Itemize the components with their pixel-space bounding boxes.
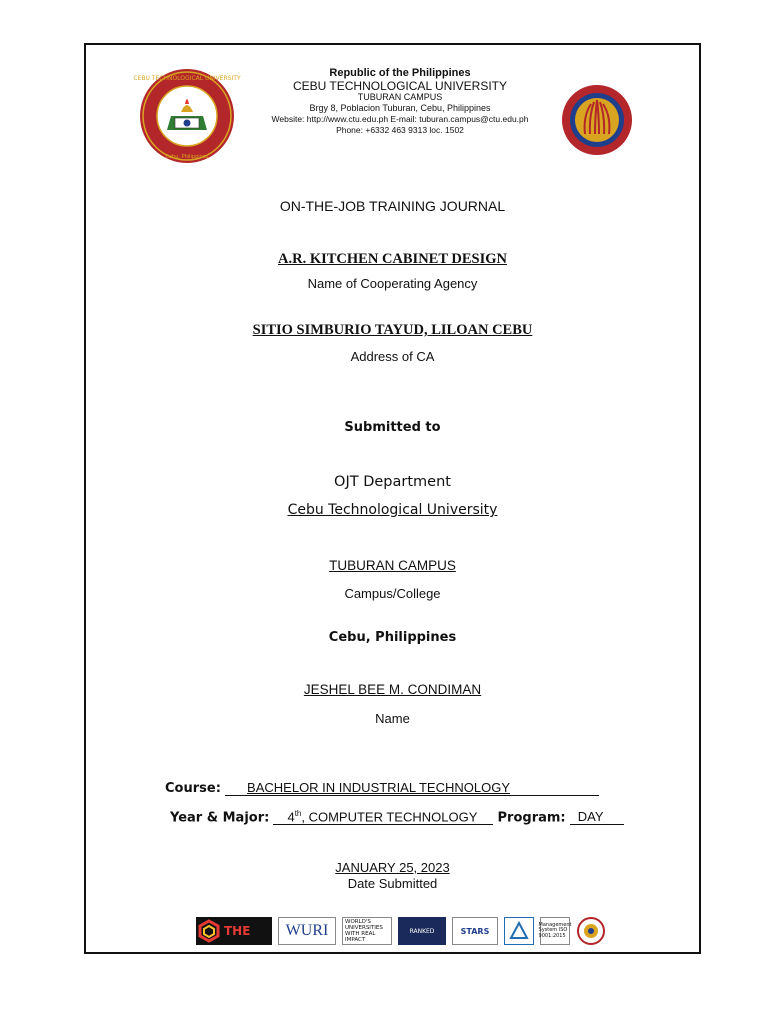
- seal-bottom-text: Cebu, Philippines: [165, 154, 209, 160]
- university-seal-icon: [133, 68, 241, 164]
- header-campus: TUBURAN CAMPUS: [357, 92, 443, 102]
- year-row: [170, 807, 624, 825]
- journal-title: ON-THE-JOB TRAINING JOURNAL: [279, 198, 506, 214]
- tuv-logo: [504, 917, 534, 945]
- triangle-icon: [509, 921, 529, 941]
- agency-name-caption: Name of Cooperating Agency: [307, 276, 478, 291]
- agency-name: A.R. KITCHEN CABINET DESIGN: [278, 251, 507, 267]
- iso-logo: Management System ISO 9001:2015: [540, 917, 570, 945]
- campus-seal-icon: [576, 916, 606, 946]
- asean-logo-icon: [561, 84, 633, 156]
- submitted-university: Cebu Technological University: [287, 502, 498, 518]
- agency-address: SITIO SIMBURIO TAYUD, LILOAN CEBU: [252, 322, 533, 338]
- year-major-label: Year & Major:: [170, 810, 270, 826]
- student-name-caption: Name: [375, 711, 410, 726]
- ranked-logo: RANKED: [398, 917, 446, 945]
- wuri-text: WORLD'S UNIVERSITIES WITH REAL IMPACT: [342, 917, 392, 945]
- hexagon-icon: [198, 920, 220, 942]
- submitted-location: Cebu, Philippines: [328, 630, 457, 645]
- course-row: [165, 781, 599, 796]
- year-value: 4: [287, 809, 295, 825]
- the-ranking-logo: [196, 917, 272, 945]
- major-value: , COMPUTER TECHNOLOGY: [301, 809, 478, 825]
- header-website: Website: http://www.ctu.edu.ph E-mail: tuburan.campus@ctu.edu.ph: [271, 114, 529, 124]
- submitted-to-label: Submitted to: [344, 420, 441, 435]
- header-address: Brgy 8, Poblacion Tuburan, Cebu, Philippines: [309, 103, 491, 113]
- submitted-campus: TUBURAN CAMPUS: [329, 558, 456, 573]
- program-value: DAY: [570, 810, 624, 825]
- header-university: CEBU TECHNOLOGICAL UNIVERSITY: [292, 79, 508, 93]
- student-name: JESHEL BEE M. CONDIMAN: [303, 682, 482, 697]
- course-label: Course:: [165, 781, 221, 796]
- ojt-department: OJT Department: [334, 474, 451, 490]
- header-republic: Republic of the Philippines: [329, 67, 471, 79]
- course-value-text: BACHELOR IN INDUSTRIAL TECHNOLOGY: [247, 780, 510, 795]
- course-value: [225, 781, 599, 796]
- year-major-value: [273, 807, 493, 825]
- program-label: Program:: [497, 810, 566, 826]
- wuri-logo: WURI: [278, 917, 336, 945]
- campus-caption: Campus/College: [344, 586, 441, 601]
- the-text: THE: [224, 924, 251, 938]
- header-phone: Phone: +6332 463 9313 loc. 1502: [336, 125, 464, 135]
- date-value: JANUARY 25, 2023: [335, 860, 450, 875]
- agency-address-caption: Address of CA: [350, 349, 435, 364]
- seal-top-text: CEBU TECHNOLOGICAL UNIVERSITY: [133, 75, 241, 82]
- stars-logo: STARS: [452, 917, 498, 945]
- footer-logos: [196, 915, 606, 947]
- date-caption: Date Submitted: [347, 876, 438, 891]
- year-sup: th: [294, 809, 302, 818]
